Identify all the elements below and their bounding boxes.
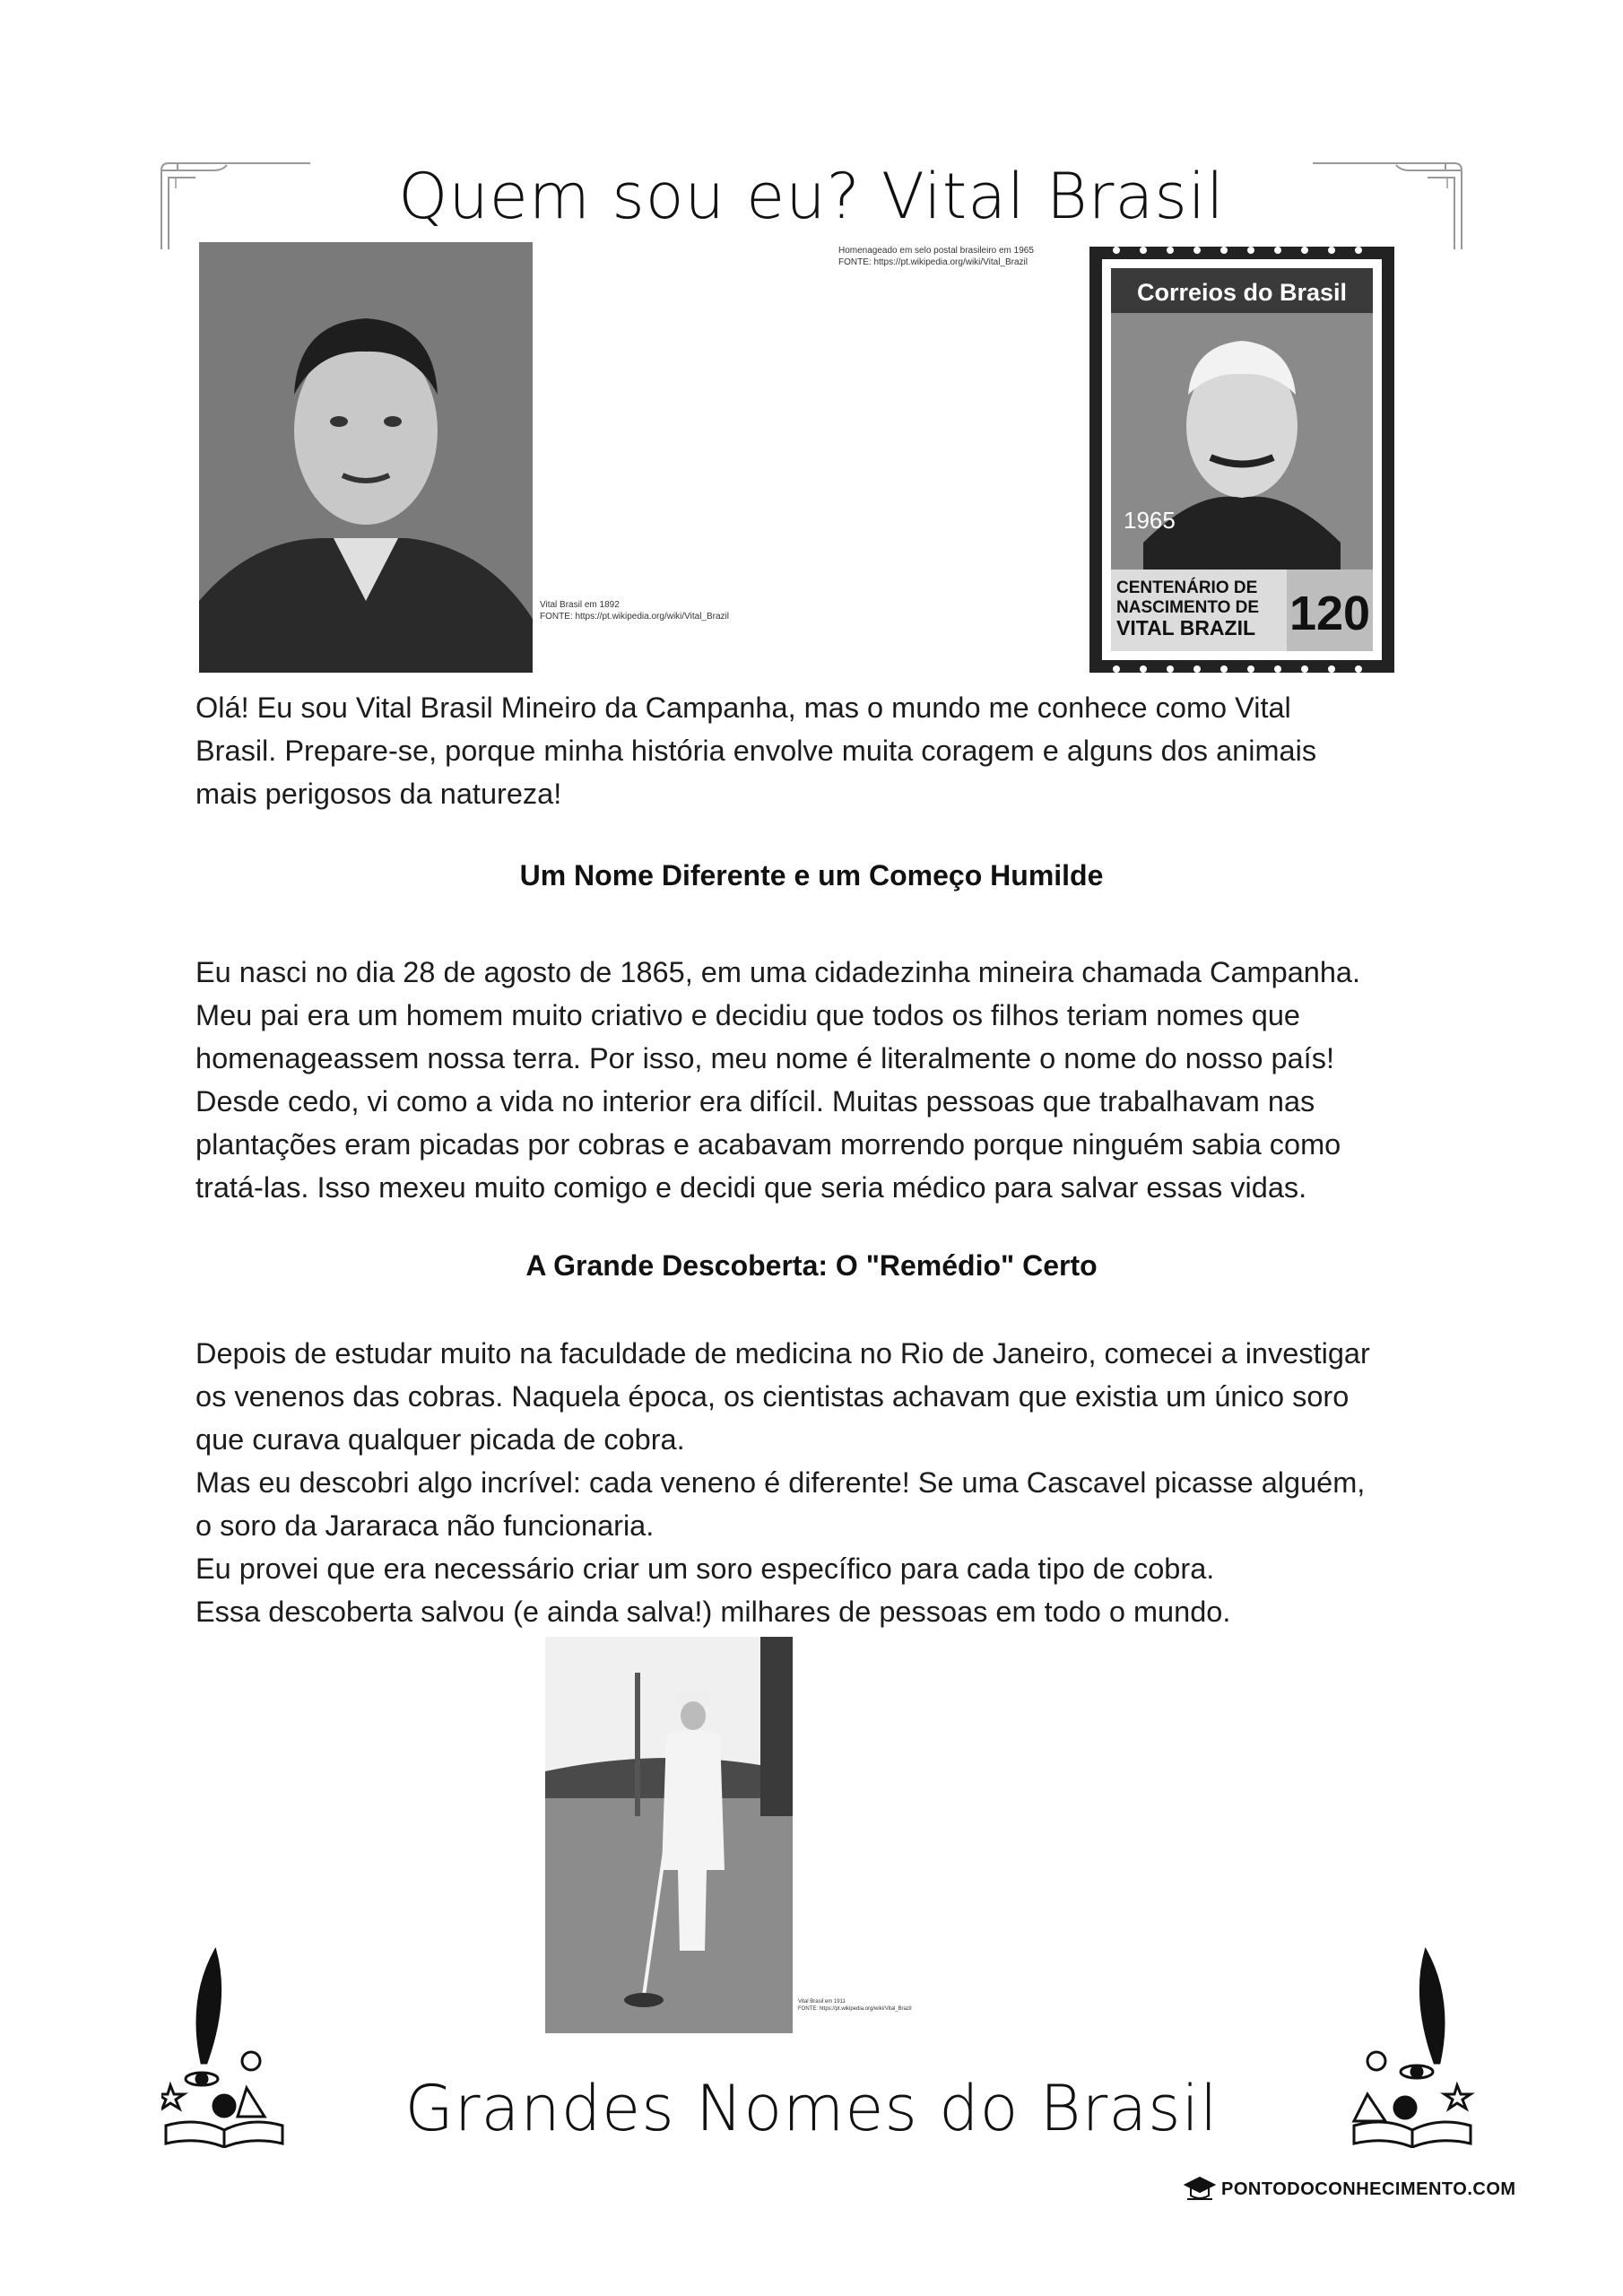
stamp-header: Correios do Brasil: [1136, 279, 1348, 306]
section-2-paragraph: Depois de estudar muito na faculdade de medicina no Rio de Janeiro, comecei a investigar os venenos das cobras. Naquela época, os cientistas achavam que existia um único soro que curava qualquer picada de cobra. Mas eu descobri algo incrível: cada veneno é diferente! Se uma Cascavel picasse alguém, o soro da Jararaca não funcionaria. Eu provei que era necessário criar um soro específico para cada tipo de cobra. Essa descoberta salvou (e ainda salva!) milhares de pessoas em todo o mundo.: [195, 1337, 1370, 1628]
portrait-caption: Vital Brasil em 1892 FONTE: https://pt.wikipedia.org/wiki/Vital_Brazil: [540, 600, 730, 622]
field-photo-caption: Vital Brasil em 1911 FONTE: https://pt.wikipedia.org/wiki/Vital_Brazil: [798, 1999, 912, 2012]
quill-icon: [197, 1951, 221, 2063]
brand-text: PONTODOCONHECIMENTO.COM: [1221, 2179, 1516, 2199]
field-photo-1911: [545, 1637, 793, 2033]
brand-logo[interactable]: [1184, 2176, 1516, 2203]
stamp-value: 120: [1289, 587, 1371, 640]
postage-stamp-1965: [1089, 247, 1394, 673]
section-1-paragraph: Eu nasci no dia 28 de agosto de 1865, em uma cidadezinha mineira chamada Campanha. Meu pai era um homem muito criativo e decidiu que todos os filhos teriam nomes que homenageassem nossa terra. Por isso, meu nome é literalmente o nome do nosso país! Desde cedo, vi como a vida no interior era difícil. Muitas pessoas que trabalhavam nas plantações eram picadas por cobras e acabavam morrendo porque ninguém sabia como tratá-las. Isso mexeu muito comigo e decidi que seria médico para salvar essas vidas.: [195, 956, 1361, 1204]
lightbulb-icon: [1367, 2052, 1385, 2070]
intro-paragraph: Olá! Eu sou Vital Brasil Mineiro da Campanha, mas o mundo me conhece como Vital Brasil. Prepare-se, porque minha história envolve muita coragem e alguns dos animais mais perigosos da natureza!: [195, 691, 1317, 810]
footer-title: Grandes Nomes do Brasil: [404, 2072, 1219, 2145]
graduation-cap-icon: [1184, 2176, 1216, 2203]
portrait-photo-1892: [199, 242, 533, 673]
quill-icon: [1420, 1951, 1444, 2063]
section-heading-1: Um Nome Diferente e um Começo Humilde: [519, 859, 1104, 891]
section-heading-2: A Grande Descoberta: O "Remédio" Certo: [525, 1249, 1098, 1282]
lightbulb-icon: [242, 2052, 260, 2070]
stamp-year: 1965: [1124, 507, 1176, 534]
stamp-caption: Homenageado em selo postal brasileiro em 1965 FONTE: https://pt.wikipedia.org/wiki/Vital_Brazil: [838, 246, 1034, 267]
page-title: Quem sou eu? Vital Brasil: [398, 160, 1225, 233]
stamp-text: CENTENÁRIO DE NASCIMENTO DE VITAL BRAZIL: [1116, 578, 1260, 639]
